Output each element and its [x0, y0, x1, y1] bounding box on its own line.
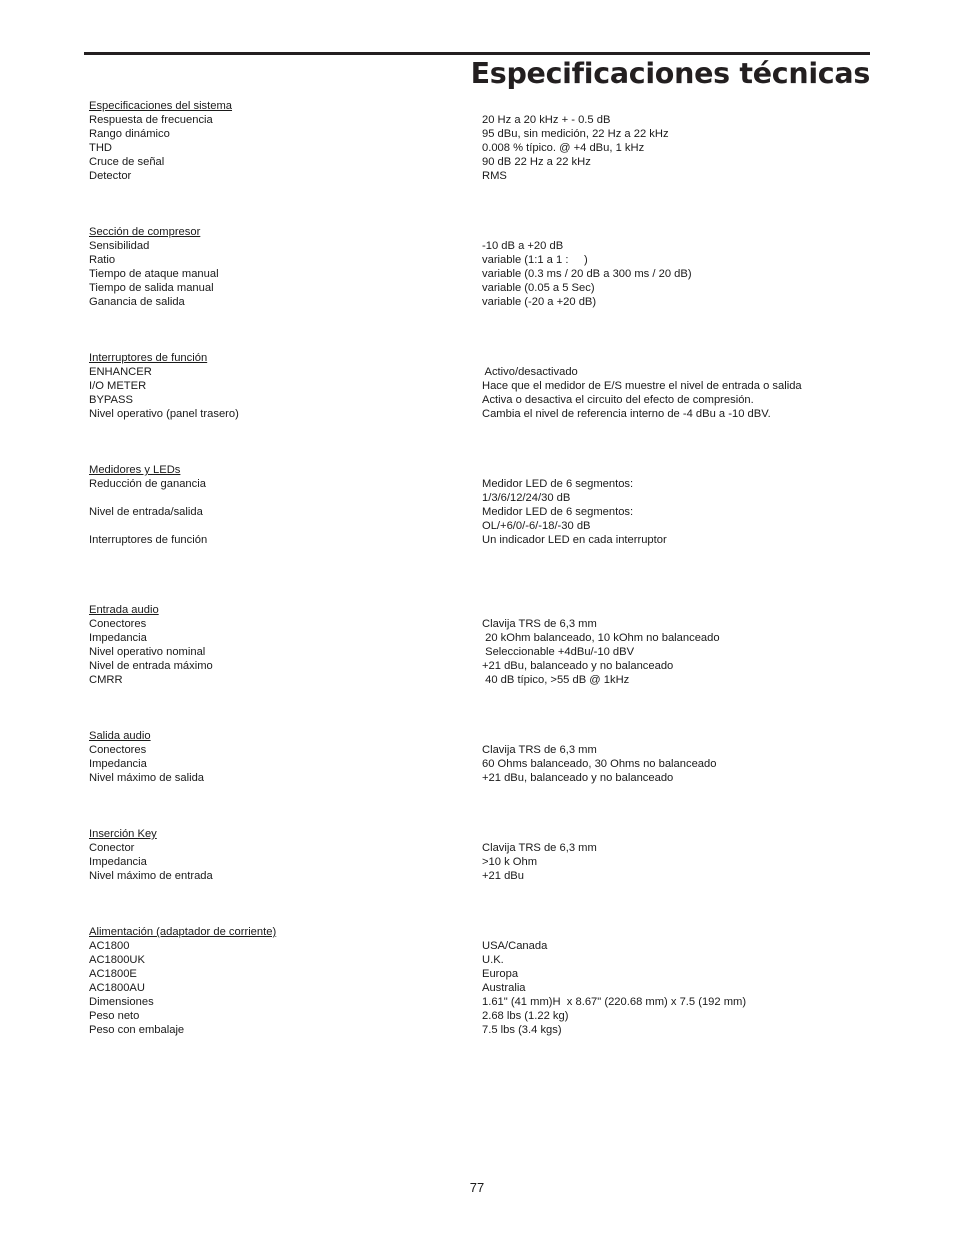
spec-row — [89, 743, 879, 757]
spec-value: 60 Ohms balanceado, 30 Ohms no balanceado — [482, 758, 717, 770]
spec-row — [89, 113, 879, 127]
page-number: 77 — [469, 1180, 485, 1195]
spec-row — [89, 239, 879, 253]
spec-label: Interruptores de función — [89, 534, 208, 546]
spec-value: Medidor LED de 6 segmentos: — [482, 478, 634, 490]
section-power — [89, 925, 879, 939]
spec-value: 20 kOhm balanceado, 10 kOhm no balanceado — [482, 632, 720, 644]
spec-row — [89, 939, 879, 953]
spec-row — [89, 491, 879, 505]
spec-row — [89, 841, 879, 855]
spec-row — [89, 1009, 879, 1023]
spec-row — [89, 281, 879, 295]
spec-row — [89, 477, 879, 491]
spec-label: Peso con embalaje — [89, 1024, 185, 1036]
spec-label: Impedancia — [89, 758, 147, 770]
spec-row — [89, 253, 879, 267]
spec-label: Rango dinámico — [89, 128, 170, 140]
spec-label: Tiempo de ataque manual — [89, 268, 219, 280]
spec-value: Clavija TRS de 6,3 mm — [482, 618, 597, 630]
section-audio-input — [89, 603, 879, 617]
spec-row — [89, 1023, 879, 1037]
spec-value: 1.61" (41 mm)H x 8.67" (220.68 mm) x 7.5 (192 mm) — [482, 996, 747, 1008]
spec-row — [89, 295, 879, 309]
spec-value: +21 dBu, balanceado y no balanceado — [482, 772, 674, 784]
spec-value: +21 dBu — [482, 870, 524, 882]
spec-label: AC1800 — [89, 940, 130, 952]
spec-value: RMS — [482, 170, 507, 182]
spec-row — [89, 155, 879, 169]
section-meters — [89, 463, 879, 477]
section-heading: Sección de compresor — [89, 226, 201, 238]
spec-value: variable (1:1 a 1 : ) — [482, 254, 588, 266]
spec-label: Tiempo de salida manual — [89, 282, 214, 294]
section-heading: Alimentación (adaptador de corriente) — [89, 926, 277, 938]
spec-row — [89, 267, 879, 281]
spec-label: Peso neto — [89, 1010, 140, 1022]
spec-value: Hace que el medidor de E/S muestre el nivel de entrada o salida — [482, 380, 802, 392]
spec-label: Reducción de ganancia — [89, 478, 206, 490]
spec-label: Cruce de señal — [89, 156, 165, 168]
spec-value: +21 dBu, balanceado y no balanceado — [482, 660, 674, 672]
spec-value: 95 dBu, sin medición, 22 Hz a 22 kHz — [482, 128, 669, 140]
section-audio-output — [89, 729, 879, 743]
section-heading: Interruptores de función — [89, 352, 208, 364]
spec-label: THD — [89, 142, 112, 154]
spec-value: Australia — [482, 982, 526, 994]
spec-label: Conectores — [89, 618, 147, 630]
spec-value: -10 dB a +20 dB — [482, 240, 564, 252]
spec-row — [89, 995, 879, 1009]
spec-label: AC1800AU — [89, 982, 145, 994]
spec-row — [89, 967, 879, 981]
spec-row — [89, 771, 879, 785]
spec-label: Detector — [89, 170, 132, 182]
spec-label: Conectores — [89, 744, 147, 756]
spec-label: AC1800E — [89, 968, 137, 980]
spec-value: Activa o desactiva el circuito del efecto de compresión. — [482, 394, 754, 406]
spec-value: USA/Canada — [482, 940, 548, 952]
section-compressor — [89, 225, 879, 239]
spec-label: Ganancia de salida — [89, 296, 185, 308]
spec-value: variable (-20 a +20 dB) — [482, 296, 597, 308]
section-heading: Medidores y LEDs — [89, 464, 181, 476]
spec-label: Ratio — [89, 254, 116, 266]
section-heading: Entrada audio — [89, 604, 159, 616]
spec-row — [89, 659, 879, 673]
section-heading: Especificaciones del sistema — [89, 100, 233, 112]
spec-row — [89, 169, 879, 183]
section-system — [89, 99, 879, 113]
spec-label: CMRR — [89, 674, 123, 686]
section-switches — [89, 351, 879, 365]
spec-value: 90 dB 22 Hz a 22 kHz — [482, 156, 591, 168]
spec-value: >10 k Ohm — [482, 856, 538, 868]
spec-label: BYPASS — [89, 394, 133, 406]
spec-value: OL/+6/0/-6/-18/-30 dB — [482, 520, 591, 532]
spec-row — [89, 855, 879, 869]
spec-label: Respuesta de frecuencia — [89, 114, 213, 126]
spec-value: 40 dB típico, >55 dB @ 1kHz — [482, 674, 630, 686]
spec-row — [89, 617, 879, 631]
spec-label: Impedancia — [89, 856, 147, 868]
spec-value: U.K. — [482, 954, 504, 966]
spec-list — [89, 99, 879, 1037]
spec-row — [89, 407, 879, 421]
spec-row — [89, 127, 879, 141]
spec-label: Conector — [89, 842, 135, 854]
spec-value: Clavija TRS de 6,3 mm — [482, 842, 597, 854]
spec-value: Activo/desactivado — [482, 366, 578, 378]
spec-label: Sensibilidad — [89, 240, 150, 252]
spec-value: 20 Hz a 20 kHz + - 0.5 dB — [482, 114, 611, 126]
spec-label: Nivel máximo de entrada — [89, 870, 213, 882]
section-heading: Inserción Key — [89, 828, 157, 840]
spec-label: AC1800UK — [89, 954, 145, 966]
spec-label: Dimensiones — [89, 996, 154, 1008]
spec-row — [89, 533, 879, 547]
spec-value: Un indicador LED en cada interruptor — [482, 534, 667, 546]
spec-value: Europa — [482, 968, 519, 980]
spec-row — [89, 505, 879, 519]
spec-label: ENHANCER — [89, 366, 152, 378]
spec-row — [89, 393, 879, 407]
spec-value: variable (0.05 a 5 Sec) — [482, 282, 595, 294]
spec-row — [89, 953, 879, 967]
spec-row — [89, 757, 879, 771]
spec-value: Medidor LED de 6 segmentos: — [482, 506, 634, 518]
spec-label: Nivel máximo de salida — [89, 772, 205, 784]
spec-value: 1/3/6/12/24/30 dB — [482, 492, 571, 504]
spec-label: Nivel de entrada/salida — [89, 506, 203, 518]
section-key-insert — [89, 827, 879, 841]
spec-row — [89, 141, 879, 155]
spec-value: 7.5 lbs (3.4 kgs) — [482, 1024, 562, 1036]
spec-label: Nivel operativo nominal — [89, 646, 206, 658]
spec-value: 0.008 % típico. @ +4 dBu, 1 kHz — [482, 142, 645, 154]
spec-label: Impedancia — [89, 632, 147, 644]
spec-row — [89, 981, 879, 995]
spec-value: 2.68 lbs (1.22 kg) — [482, 1010, 569, 1022]
spec-row — [89, 365, 879, 379]
spec-row — [89, 519, 879, 533]
section-heading: Salida audio — [89, 730, 151, 742]
spec-value: Clavija TRS de 6,3 mm — [482, 744, 597, 756]
spec-value: variable (0.3 ms / 20 dB a 300 ms / 20 dB) — [482, 268, 692, 280]
spec-row — [89, 631, 879, 645]
spec-label: I/O METER — [89, 380, 147, 392]
spec-row — [89, 645, 879, 659]
spec-label: Nivel de entrada máximo — [89, 660, 213, 672]
spec-row — [89, 379, 879, 393]
spec-label: Nivel operativo (panel trasero) — [89, 408, 239, 420]
spec-row — [89, 869, 879, 883]
page-title: Especificaciones técnicas — [470, 57, 870, 90]
spec-value: Seleccionable +4dBu/-10 dBV — [482, 646, 635, 658]
spec-value: Cambia el nivel de referencia interno de -4 dBu a -10 dBV. — [482, 408, 771, 420]
spec-row — [89, 673, 879, 687]
